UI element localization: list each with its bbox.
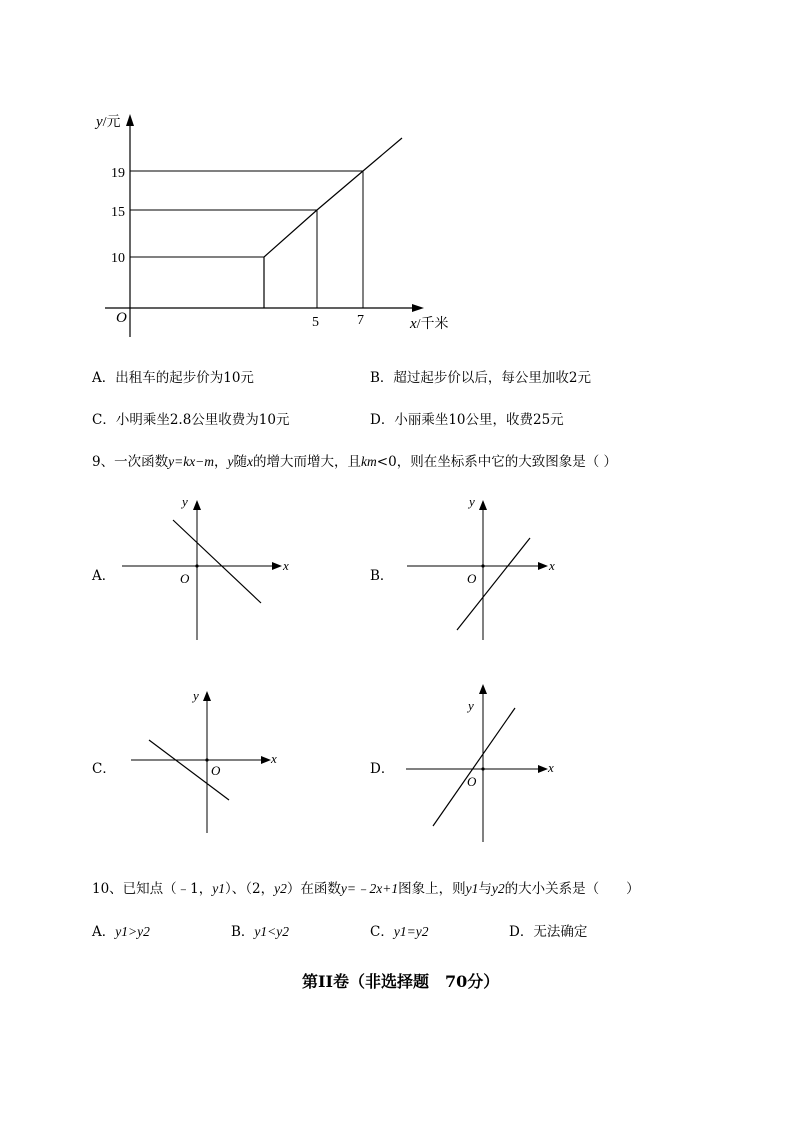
fare-graph-x-tick-7: 7 <box>357 313 364 328</box>
svg-text:O: O <box>467 774 477 789</box>
q10-option-c: C．y1=y2 <box>370 924 429 940</box>
fare-graph-x-tick-5: 5 <box>312 315 319 330</box>
q9-option-d-label: D． <box>370 761 395 777</box>
q8-option-b: B．超过起步价以后，每公里加收2元 <box>370 370 592 386</box>
q9-graph-a <box>122 494 289 640</box>
svg-text:O: O <box>211 763 221 778</box>
fare-graph-y-arrow <box>126 114 134 126</box>
svg-text:x: x <box>271 751 277 766</box>
section-ii-title: 第II卷（非选择题 70分） <box>302 972 500 991</box>
q9-graph-c <box>131 688 277 833</box>
svg-text:y: y <box>469 494 475 509</box>
q9-graph-a-line <box>173 520 261 603</box>
fare-graph-origin: O <box>116 310 127 326</box>
fare-graph-y-tick-15: 15 <box>111 205 125 220</box>
q9-graph-d <box>406 684 554 842</box>
fare-graph-y-tick-10: 10 <box>111 251 125 266</box>
fare-graph <box>0 0 794 345</box>
q9-option-a-label: A． <box>92 568 116 584</box>
q8-option-d: D．小丽乘坐10公里，收费25元 <box>370 412 564 428</box>
q9-stem: 9、一次函数y=kx−m，y随x的增大而增大，且km<0，则在坐标系中它的大致图象是（ ） <box>92 454 617 470</box>
q10-option-d: D．无法确定 <box>509 924 588 940</box>
svg-text:x: x <box>549 558 555 573</box>
fare-graph-x-label: x/千米 <box>410 316 449 332</box>
q9-option-b-label: B． <box>370 568 394 584</box>
svg-text:x: x <box>548 760 554 775</box>
fare-graph-x-arrow <box>412 304 424 312</box>
svg-text:x: x <box>283 558 289 573</box>
svg-text:y: y <box>182 494 188 509</box>
fare-graph-line <box>264 138 402 308</box>
svg-text:y: y <box>193 688 199 703</box>
q10-option-a: A．y1>y2 <box>92 924 150 940</box>
fare-graph-y-label: y/元 <box>96 114 121 130</box>
svg-text:O: O <box>180 571 190 586</box>
q10-stem: 10、已知点（﹣1，y1）、（2，y2）在函数y=﹣2x+1图象上，则y1与y2的大小关系是（ ） <box>92 881 640 897</box>
q8-option-a: A．出租车的起步价为10元 <box>92 370 254 386</box>
svg-text:O: O <box>467 571 477 586</box>
q9-graphs <box>0 480 794 850</box>
q9-graph-d-line <box>433 708 515 826</box>
q9-graph-b <box>407 494 555 640</box>
q8-option-c: C．小明乘坐2.8公里收费为10元 <box>92 412 290 428</box>
svg-text:y: y <box>468 698 474 713</box>
q10-option-b: B．y1<y2 <box>231 924 290 940</box>
fare-graph-y-tick-19: 19 <box>111 166 125 181</box>
q9-option-c-label: C． <box>92 761 116 777</box>
